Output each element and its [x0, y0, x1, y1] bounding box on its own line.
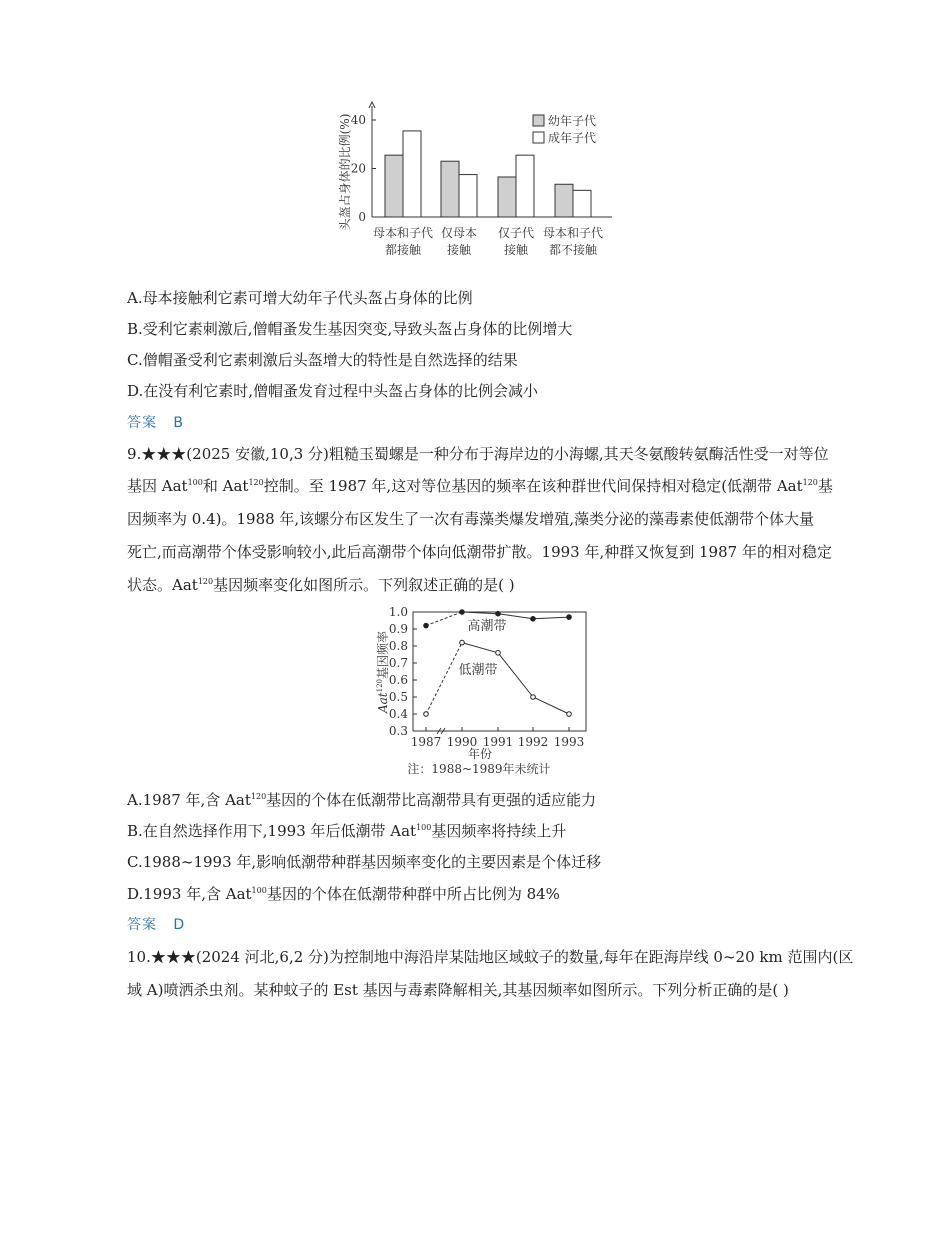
series-label-high-tide: 高潮带	[467, 619, 507, 634]
x-tick-label: 1990	[446, 735, 478, 749]
x-tick-label: 1991	[482, 735, 514, 749]
y-tick-label: 0.6	[388, 673, 408, 687]
legend-label: 幼年子代	[548, 114, 597, 128]
answer-value: B	[173, 415, 184, 431]
q10-stem-line-2: 域 A)喷洒杀虫剂。某种蚊子的 Est 基因与毒素降解相关,其基因频率如图所示。下列分析正确的是( )	[127, 981, 789, 999]
q9-option-b: B.在自然选择作用下,1993 年后低潮带 Aat$^{100}$基因频率将持续上升	[127, 822, 567, 840]
low-tide-point	[424, 712, 429, 717]
y-tick-label: 40	[350, 113, 366, 127]
low-tide-point	[567, 712, 572, 717]
q9-option-c: C.1988~1993 年,影响低潮带种群基因频率变化的主要因素是个体迁移	[127, 853, 602, 871]
bar-juvenile	[498, 177, 516, 217]
q10-stem-line-1: 10.★★★(2024 河北,6,2 分)为控制地中海沿岸某陆地区域蚊子的数量,每年在距海岸线 0~20 km 范围内(区	[127, 948, 854, 966]
q9-stem-line-2: 基因 Aat$^{100}$和 Aat$^{120}$控制。至 1987 年,这对等位基因的频率在该种群世代间保持相对稳定(低潮带 Aat$^{120}$基	[127, 477, 833, 495]
bar-adult	[459, 175, 477, 217]
legend-label: 成年子代	[548, 131, 597, 145]
y-tick-label: 0.9	[388, 622, 408, 636]
answer-label: 答案	[127, 917, 157, 933]
low-tide-line	[462, 643, 569, 714]
y-tick-label: 20	[350, 161, 366, 176]
high-tide-point	[567, 615, 572, 620]
x-tick-label: 1993	[553, 735, 585, 749]
q8-option-a: A.母本接触利它素可增大幼年子代头盔占身体的比例	[127, 289, 473, 307]
y-tick-label: 0.8	[388, 639, 408, 653]
category-label: 接触	[503, 243, 529, 257]
y-tick-label: 0.7	[388, 656, 408, 670]
q8-option-b: B.受利它素刺激后,僧帽蚤发生基因突变,导致头盔占身体的比例增大	[127, 320, 573, 338]
y-tick-label: 1.0	[388, 605, 408, 619]
low-tide-dashed-segment	[426, 643, 462, 714]
y-axis-label: Aat$^{120}$基因频率	[376, 630, 390, 714]
q9-stem-line-1: 9.★★★(2025 安徽,10,3 分)粗糙玉蜀螺是一种分布于海岸边的小海螺,其天冬氨酸转氨酶活性受一对等位	[127, 445, 829, 463]
category-label: 都不接触	[548, 243, 598, 257]
high-tide-point	[496, 611, 501, 616]
answer-value: D	[173, 917, 186, 933]
y-tick-label: 0.5	[388, 690, 408, 704]
q9-stem-line-4: 死亡,而高潮带个体受影响较小,此后高潮带个体向低潮带扩散。1993 年,种群又恢复到 1987 年的相对稳定	[127, 543, 832, 561]
bar-chart	[0, 0, 950, 270]
category-label: 都接触	[384, 243, 422, 257]
category-label: 仅母本	[440, 226, 478, 240]
x-axis-label: 年份	[467, 747, 493, 761]
category-label: 母本和子代	[542, 226, 604, 240]
y-tick-label: 0.4	[388, 707, 408, 721]
answer-label: 答案	[127, 415, 157, 431]
bar-adult	[516, 155, 534, 217]
y-tick-label: 0.3	[388, 724, 408, 738]
q9-stem-line-3: 因频率为 0.4)。1988 年,该螺分布区发生了一次有毒藻类爆发增殖,藻类分泌的藻毒素使低潮带个体大量	[127, 510, 814, 528]
high-tide-dashed-segment	[426, 612, 462, 626]
category-label: 母本和子代	[372, 226, 434, 240]
high-tide-point	[460, 610, 465, 615]
bar-juvenile	[385, 155, 403, 217]
high-tide-point	[531, 617, 536, 622]
legend-swatch	[533, 132, 544, 143]
high-tide-line	[462, 612, 569, 619]
category-label: 接触	[446, 243, 472, 257]
q8-option-c: C.僧帽蚤受利它素刺激后头盔增大的特性是自然选择的结果	[127, 351, 518, 369]
series-label-low-tide: 低潮带	[458, 663, 498, 678]
y-tick-label: 0	[358, 210, 366, 224]
y-axis-label: 头盔占身体的比例(%)	[338, 113, 352, 231]
high-tide-point	[424, 623, 429, 628]
q9-option-a: A.1987 年,含 Aat$^{120}$基因的个体在低潮带比高潮带具有更强的适应能力	[127, 791, 597, 809]
q9-answer	[127, 915, 185, 935]
q9-stem-line-5: 状态。Aat$^{120}$基因频率变化如图所示。下列叙述正确的是( )	[127, 576, 515, 594]
chart-note: 注：1988~1989年未统计	[407, 762, 551, 776]
bar-adult	[403, 131, 421, 217]
low-tide-point	[531, 695, 536, 700]
legend-swatch	[533, 115, 544, 126]
low-tide-point	[496, 651, 501, 656]
q8-answer	[127, 413, 184, 433]
q9-option-d: D.1993 年,含 Aat$^{100}$基因的个体在低潮带种群中所占比例为 84%	[127, 885, 560, 903]
category-label: 仅子代	[497, 226, 535, 240]
q8-option-d: D.在没有利它素时,僧帽蚤发育过程中头盔占身体的比例会减小	[127, 382, 539, 400]
x-tick-label: 1987	[410, 735, 442, 749]
low-tide-point	[460, 640, 465, 645]
bar-adult	[573, 190, 591, 217]
bar-juvenile	[555, 184, 573, 217]
bar-juvenile	[441, 161, 459, 217]
line-chart	[0, 600, 950, 780]
x-tick-label: 1992	[517, 735, 549, 749]
